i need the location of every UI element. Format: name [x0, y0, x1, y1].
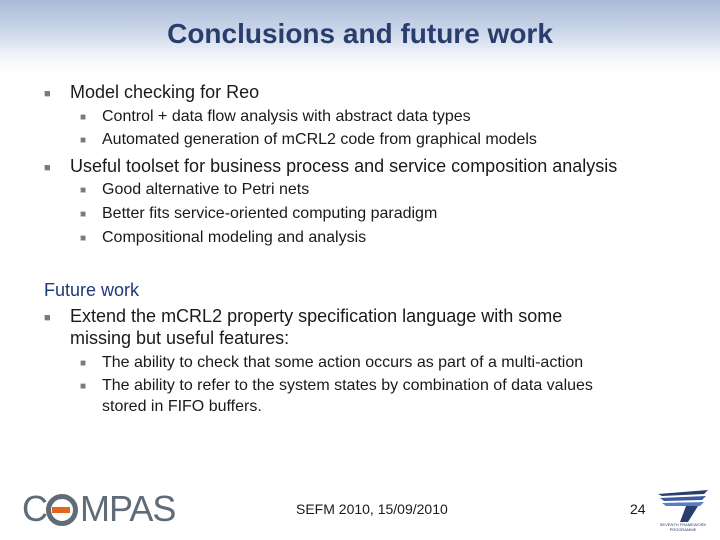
future-bullet-line2: missing but useful features:: [70, 328, 290, 348]
bullet-marker: ■: [44, 88, 51, 100]
section1-heading: Model checking for Reo: [70, 82, 260, 102]
bullet-marker: ■: [80, 135, 87, 146]
future-bullet-line1: Extend the mCRL2 property specification language with some: [70, 306, 563, 326]
bullet-marker: ■: [80, 112, 87, 123]
bullet-marker: ■: [44, 312, 51, 324]
fp7-caption: [652, 522, 714, 532]
compas-logo-c: C: [22, 488, 47, 529]
fp7-caption-line1: SEVENTH FRAMEWORK: [659, 522, 707, 527]
section2-heading: Useful toolset for business process and service composition analysis: [70, 156, 618, 176]
bullet-marker: ■: [80, 209, 87, 220]
future-work-heading: Future work: [44, 280, 140, 300]
list-item: Compositional modeling and analysis: [102, 229, 367, 246]
list-item-continuation: stored in FIFO buffers.: [102, 398, 262, 415]
list-item: The ability to refer to the system states by combination of data values: [102, 377, 593, 394]
list-item: Automated generation of mCRL2 code from graphical models: [102, 131, 537, 148]
compas-logo: [22, 488, 176, 532]
bullet-marker: ■: [80, 358, 87, 369]
fp7-stripes-icon: [658, 490, 708, 522]
list-item: Better fits service-oriented computing paradigm: [102, 205, 438, 222]
list-item: Control + data flow analysis with abstract data types: [102, 108, 471, 125]
page-number: 24: [630, 501, 646, 517]
bullet-marker: ■: [80, 233, 87, 244]
fp7-caption-line2: PROGRAMME: [669, 527, 697, 532]
bullet-marker: ■: [80, 381, 87, 392]
list-item: Good alternative to Petri nets: [102, 181, 310, 198]
bullet-marker: ■: [44, 162, 51, 174]
bullet-marker: ■: [80, 185, 87, 196]
slide-title: Conclusions and future work: [167, 18, 553, 49]
footer-text: SEFM 2010, 15/09/2010: [296, 501, 448, 517]
compas-logo-arrow: [52, 507, 70, 513]
list-item: The ability to check that some action occurs as part of a multi-action: [102, 354, 584, 371]
compas-logo-text: MPAS: [80, 488, 176, 529]
